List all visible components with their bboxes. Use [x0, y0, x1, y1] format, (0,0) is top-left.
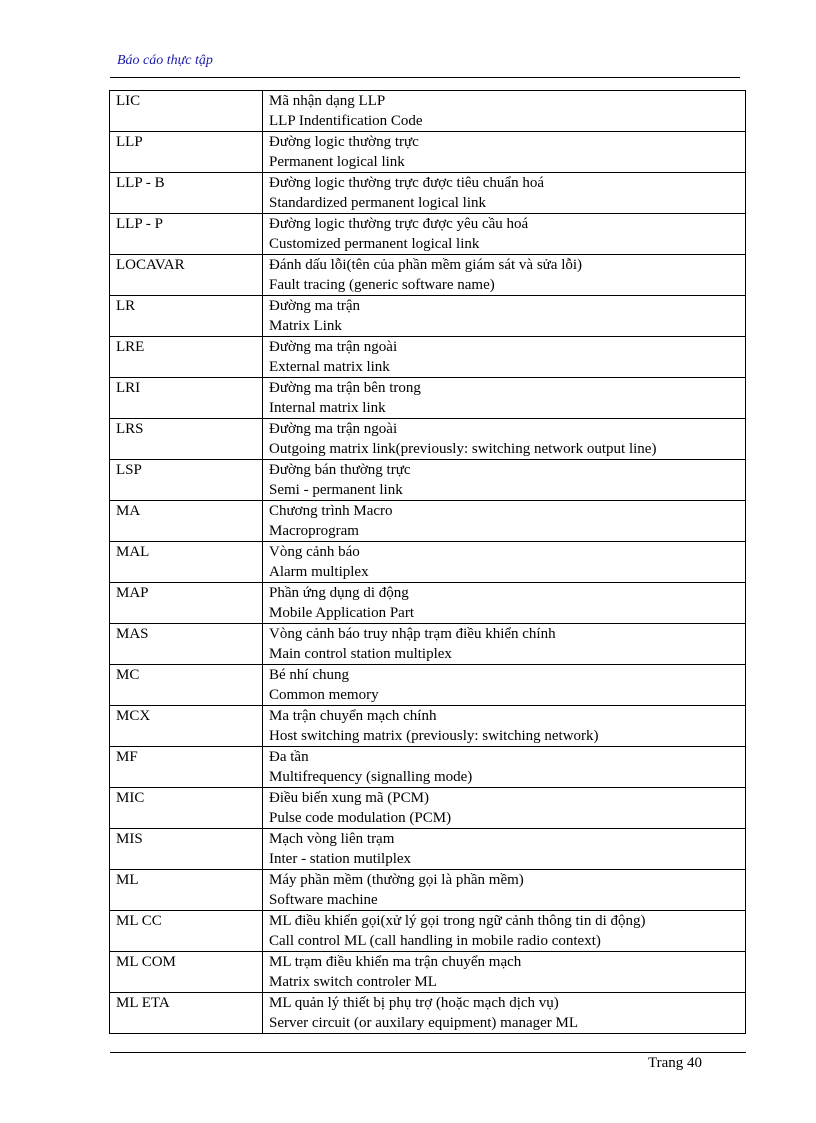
description-cell [263, 993, 746, 1034]
abbreviation-cell: MIC [110, 788, 263, 829]
description-cell [263, 665, 746, 706]
english-description: External matrix link [269, 359, 390, 375]
english-description: Host switching matrix (previously: switching network) [269, 728, 599, 744]
table-row [110, 91, 746, 132]
abbreviation-cell: MAP [110, 583, 263, 624]
table-row [110, 419, 746, 460]
abbreviation-cell: ML [110, 870, 263, 911]
abbreviation-cell: LRI [110, 378, 263, 419]
description-cell [263, 255, 746, 296]
table-row [110, 624, 746, 665]
abbreviation-cell: LRS [110, 419, 263, 460]
table-row [110, 788, 746, 829]
description-cell [263, 91, 746, 132]
vietnamese-description: Đường logic thường trực [269, 134, 419, 150]
abbreviation-cell: MA [110, 501, 263, 542]
table-row [110, 583, 746, 624]
table-row [110, 706, 746, 747]
vietnamese-description: Mã nhận dạng LLP [269, 93, 386, 109]
abbreviation-cell: ML CC [110, 911, 263, 952]
vietnamese-description: Phần ứng dụng di động [269, 585, 409, 601]
description-cell [263, 911, 746, 952]
english-description: Customized permanent logical link [269, 236, 480, 252]
description-cell [263, 542, 746, 583]
description-cell [263, 952, 746, 993]
table-row [110, 870, 746, 911]
vietnamese-description: ML trạm điều khiển ma trận chuyển mạch [269, 954, 522, 970]
english-description: Matrix switch controler ML [269, 974, 437, 990]
abbreviation-cell: ML COM [110, 952, 263, 993]
vietnamese-description: Đa tần [269, 749, 309, 765]
english-description: Semi - permanent link [269, 482, 403, 498]
description-cell [263, 747, 746, 788]
table-row [110, 132, 746, 173]
english-description: Pulse code modulation (PCM) [269, 810, 452, 826]
description-cell [263, 870, 746, 911]
vietnamese-description: Máy phần mềm (thường gọi là phần mềm) [269, 872, 524, 888]
description-cell [263, 624, 746, 665]
table-row [110, 501, 746, 542]
vietnamese-description: Vòng cảnh báo truy nhập trạm điều khiển chính [269, 626, 556, 642]
vietnamese-description: Đường bán thường trực [269, 462, 411, 478]
english-description: Inter - station mutilplex [269, 851, 412, 867]
vietnamese-description: Đường ma trận ngoài [269, 421, 398, 437]
table-row [110, 829, 746, 870]
abbreviation-table [109, 90, 746, 1034]
abbreviation-cell: LLP [110, 132, 263, 173]
vietnamese-description: ML quản lý thiết bị phụ trợ (hoặc mạch dịch vụ) [269, 995, 559, 1011]
vietnamese-description: Ma trận chuyển mạch chính [269, 708, 437, 724]
description-cell [263, 706, 746, 747]
english-description: Software machine [269, 892, 378, 908]
english-description: Internal matrix link [269, 400, 386, 416]
english-description: LLP Indentification Code [269, 113, 423, 129]
english-description: Call control ML (call handling in mobile radio context) [269, 933, 601, 949]
vietnamese-description: Đường logic thường trực được tiêu chuẩn hoá [269, 175, 545, 191]
description-cell [263, 132, 746, 173]
vietnamese-description: ML điều khiển gọi(xử lý gọi trong ngữ cảnh thông tin di động) [269, 913, 646, 929]
table-row [110, 378, 746, 419]
header-divider [110, 77, 740, 78]
abbreviation-cell: MC [110, 665, 263, 706]
abbreviation-cell: LLP - B [110, 173, 263, 214]
vietnamese-description: Điều biến xung mã (PCM) [269, 790, 429, 806]
description-cell [263, 173, 746, 214]
table-row [110, 911, 746, 952]
abbreviation-cell: LLP - P [110, 214, 263, 255]
english-description: Permanent logical link [269, 154, 405, 170]
vietnamese-description: Đường ma trận ngoài [269, 339, 398, 355]
english-description: Matrix Link [269, 318, 342, 334]
description-cell [263, 419, 746, 460]
vietnamese-description: Mạch vòng liên trạm [269, 831, 395, 847]
page-number: Trang 40 [648, 1055, 703, 1071]
abbreviation-cell: LSP [110, 460, 263, 501]
abbreviation-cell: MIS [110, 829, 263, 870]
vietnamese-description: Vòng cảnh báo [269, 544, 360, 560]
page-header-title: Báo cáo thực tập [117, 53, 213, 68]
vietnamese-description: Đường ma trận bên trong [269, 380, 421, 396]
description-cell [263, 583, 746, 624]
abbreviation-cell: LRE [110, 337, 263, 378]
description-cell [263, 378, 746, 419]
abbreviation-cell: MAS [110, 624, 263, 665]
english-description: Mobile Application Part [269, 605, 414, 621]
table-row [110, 460, 746, 501]
table-row [110, 337, 746, 378]
description-cell [263, 829, 746, 870]
english-description: Outgoing matrix link(previously: switching network output line) [269, 441, 657, 457]
english-description: Server circuit (or auxilary equipment) manager ML [269, 1015, 579, 1031]
abbreviation-cell: LOCAVAR [110, 255, 263, 296]
table-row [110, 952, 746, 993]
abbreviation-cell: MCX [110, 706, 263, 747]
description-cell [263, 214, 746, 255]
english-description: Common memory [269, 687, 379, 703]
abbreviation-cell: MF [110, 747, 263, 788]
table-row [110, 747, 746, 788]
description-cell [263, 296, 746, 337]
abbreviation-cell: ML ETA [110, 993, 263, 1034]
table-row [110, 173, 746, 214]
english-description: Alarm multiplex [269, 564, 369, 580]
description-cell [263, 337, 746, 378]
vietnamese-description: Bé nhí chung [269, 667, 349, 683]
english-description: Multifrequency (signalling mode) [269, 769, 473, 785]
description-cell [263, 460, 746, 501]
english-description: Macroprogram [269, 523, 359, 539]
abbreviation-cell: LIC [110, 91, 263, 132]
vietnamese-description: Đánh dấu lỗi(tên của phần mềm giám sát và sửa lỗi) [269, 257, 583, 273]
abbreviation-cell: MAL [110, 542, 263, 583]
english-description: Standardized permanent logical link [269, 195, 487, 211]
abbreviation-table-body [110, 91, 746, 1034]
table-row [110, 993, 746, 1034]
english-description: Fault tracing (generic software name) [269, 277, 495, 293]
vietnamese-description: Chương trình Macro [269, 503, 393, 519]
description-cell [263, 501, 746, 542]
vietnamese-description: Đường ma trận [269, 298, 361, 314]
abbreviation-cell: LR [110, 296, 263, 337]
english-description: Main control station multiplex [269, 646, 452, 662]
vietnamese-description: Đường logic thường trực được yêu cầu hoá [269, 216, 529, 232]
table-row [110, 255, 746, 296]
table-row [110, 296, 746, 337]
table-row [110, 542, 746, 583]
footer-divider [110, 1052, 746, 1053]
table-row [110, 665, 746, 706]
description-cell [263, 788, 746, 829]
table-row [110, 214, 746, 255]
